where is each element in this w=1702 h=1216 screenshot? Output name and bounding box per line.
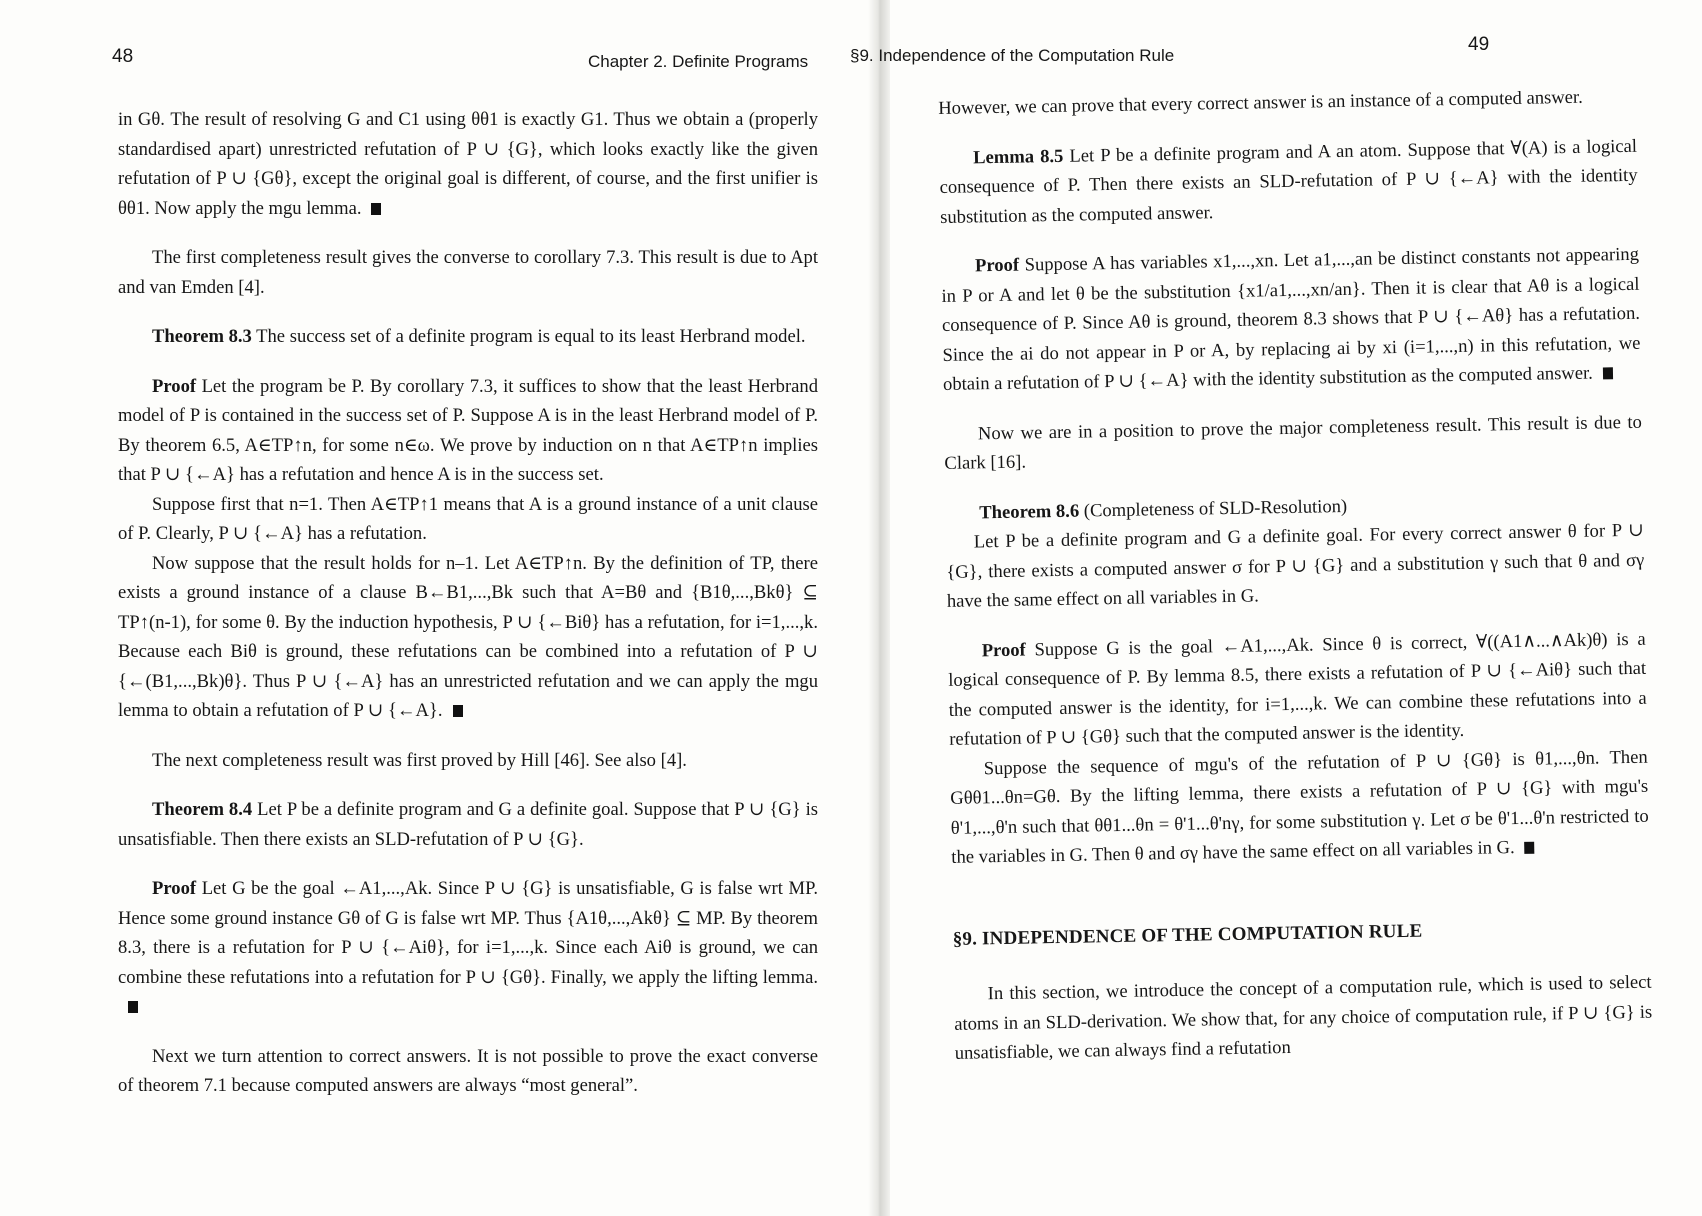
qed-mark bbox=[453, 705, 463, 717]
proof-theorem-8-4: Proof Let G be the goal ←A1,...,Ak. Since P ∪ {G} is unsatisfiable, G is false wrt MP. Hence some ground instance Gθ of G is false wrt MP. Thus {A1θ,...,Akθ} ⊆ MP. By theorem 8.3, there is a refutation for P ∪ {←Aiθ}, for i=1,...,k. Since each Aiθ is ground, we can combine these refutations into a refutation for P ∪ {Gθ}. Finally, we apply the lifting lemma. bbox=[118, 874, 818, 1022]
paragraph: Now we are in a position to prove the major completeness result. This result is due to Clark [16]. bbox=[944, 411, 1643, 474]
proof-theorem-8-6: Proof Suppose G is the goal ←A1,...,Ak. Since θ is correct, ∀((A1∧...∧Ak)θ) is a logical consequence of P. By lemma 8.5, there exists a refutation of P ∪ {←Aiθ} such that the computed answer is the identity, for i=1,...,k. We can combine these refutations into a refutation of P ∪ {Gθ} such that the computed answer is the identity. bbox=[948, 628, 1647, 750]
proof-label: Proof bbox=[981, 639, 1026, 661]
paragraph: Suppose first that n=1. Then A∈TP↑1 means that A is a ground instance of a unit clause of P. Clearly, P ∪ {←A} has a refutation. bbox=[118, 493, 818, 544]
section-heading: §9. INDEPENDENCE OF THE COMPUTATION RULE bbox=[952, 920, 1423, 950]
right-section-title: §9. Independence of the Computation Rule bbox=[850, 46, 1175, 65]
proof-label: Proof bbox=[974, 254, 1020, 277]
proof-lemma-8-5: Proof Suppose A has variables x1,...,xn. Let a1,...,an be distinct constants not appearing in P or A and let θ be the substitution {x1/a1,...,xn/an}. Then it is clear that Aθ is a logical consequence of P. Since Aθ is ground, theorem 8.3 shows that P ∪ {←Aθ} has a refutation. Since the ai do not appear in P or A, by replacing ai by xi (i=1,...,n) in this refutation, we obtain a refutation of P ∪ {←A} with the identity substitution as the computed answer. bbox=[941, 243, 1641, 395]
proof-label: Proof bbox=[152, 375, 197, 397]
left-page-body bbox=[118, 105, 818, 1101]
theorem-8-4: Theorem 8.4 Let P be a definite program and G a definite goal. Suppose that P ∪ {G} is unsatisfiable. Then there exists an SLD-refutation of P ∪ {G}. bbox=[118, 799, 818, 850]
paragraph: Now suppose that the result holds for n–1. Let A∈TP↑n. By the definition of TP, there exists a ground instance of a clause B←B1,...,Bk such that A=Bθ and {B1θ,...,Bkθ} ⊆ TP↑(n-1), for some θ. By the induction hypothesis, P ∪ {←Biθ} has a refutation, for i=1,...,k. Because each Biθ is ground, these refutations can be combined into a refutation of P ∪ {←(B1,...,Bk)θ}. Thus P ∪ {←A} has an unrestricted refutation and we can apply the mgu lemma to obtain a refutation of P ∪ {←A}. bbox=[118, 552, 818, 721]
paragraph: However, we can prove that every correct answer is an instance of a computed answer. bbox=[938, 86, 1583, 119]
lemma-label: Lemma 8.5 bbox=[972, 145, 1064, 168]
left-chapter-title: Chapter 2. Definite Programs bbox=[588, 52, 809, 71]
qed-mark bbox=[371, 203, 381, 215]
left-running-head bbox=[0, 0, 872, 90]
proof-label: Proof bbox=[152, 878, 197, 899]
theorem-8-6-statement: Let P be a definite program and G a definite goal. For every correct answer θ for P ∪ {G}, there exists a computed answer σ for P ∪ {G} and a substitution γ such that θ and σγ have the same effect on all variables in G. bbox=[946, 519, 1645, 612]
qed-mark bbox=[1603, 367, 1613, 379]
right-page-body bbox=[938, 82, 1653, 1069]
theorem-8-6-heading: Theorem 8.6 (Completeness of SLD-Resolution) bbox=[979, 495, 1348, 523]
theorem-label: Theorem 8.3 bbox=[152, 326, 252, 347]
paragraph: The first completeness result gives the converse to corollary 7.3. This result is due to Apt and van Emden [4]. bbox=[118, 247, 818, 298]
paragraph: In this section, we introduce the concept of a computation rule, which is used to select atoms in an SLD-derivation. We show that, for any choice of computation rule, if P ∪ {G} is unsatisfiable, we can always find a refutation bbox=[954, 971, 1653, 1064]
theorem-label: Theorem 8.4 bbox=[152, 799, 253, 820]
lemma-8-5: Lemma 8.5 Let P be a definite program and A an atom. Suppose that ∀(A) is a logical consequence of P. Then there exists an SLD-refutation of P ∪ {←A} with the identity substitution as the computed answer. bbox=[939, 135, 1638, 228]
theorem-label: Theorem 8.6 bbox=[979, 500, 1080, 523]
paragraph: Suppose the sequence of mgu's of the refutation of P ∪ {Gθ} is θ1,...,θn. Then Gθθ1...θn=Gθ. By the lifting lemma, there exists a refutation of P ∪ {G} with mgu's θ'1,...,θ'n such that θθ1...θn = θ'1...θ'nγ, for some substitution γ. Let σ be θ'1...θ'n restricted to the variables in G. Then θ and σγ have the same effect on all variables in G. bbox=[950, 746, 1649, 868]
theorem-8-3: Theorem 8.3 The success set of a definite program is equal to its least Herbrand model. bbox=[152, 326, 806, 347]
left-page-number: 48 bbox=[112, 46, 134, 67]
paragraph: Next we turn attention to correct answers. It is not possible to prove the exact converse of theorem 7.1 because computed answers are always “most general”. bbox=[118, 1045, 818, 1096]
proof-theorem-8-3: Proof Let the program be P. By corollary 7.3, it suffices to show that the least Herbrand model of P is contained in the success set of P. Suppose A is in the least Herbrand model of P. By theorem 6.5, A∈TP↑n, for some n∈ω. We prove by induction on n that A∈TP↑n implies that P ∪ {←A} has a refutation and hence A is in the success set. bbox=[118, 375, 818, 485]
qed-mark bbox=[1525, 842, 1535, 854]
paragraph: in Gθ. The result of resolving G and C1 using θθ1 is exactly G1. Thus we obtain a (properly standardised apart) unrestricted refutation of P ∪ {G}, which looks exactly like the given refutation of P ∪ {Gθ}, except the original goal is different, of course, and the first unifier is θθ1. Now apply the mgu lemma. bbox=[118, 109, 818, 219]
qed-mark bbox=[128, 1001, 138, 1013]
paragraph: The next completeness result was first proved by Hill [46]. See also [4]. bbox=[152, 749, 687, 771]
right-page-number: 49 bbox=[1468, 34, 1490, 55]
right-running-head bbox=[850, 0, 1702, 90]
